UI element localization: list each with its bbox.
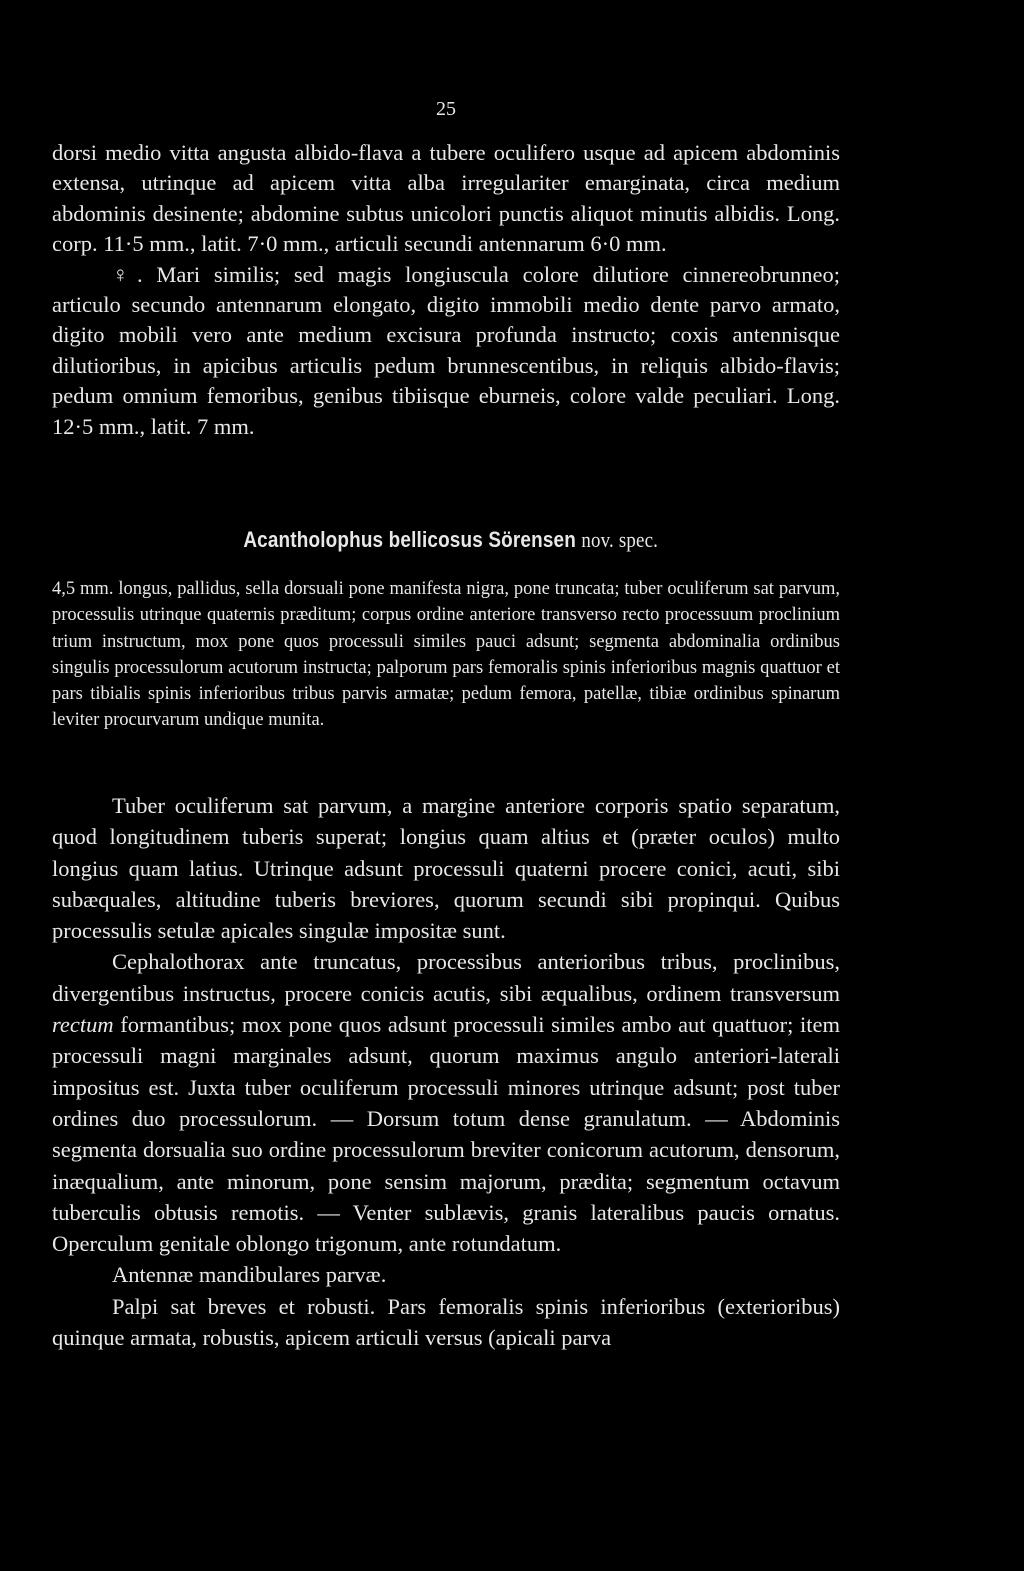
species-heading xyxy=(64,527,838,553)
cephalothorax-text-b: formantibus; mox pone quos adsunt processuli similes ambo aut quattuor; item processuli magni marginales adsunt, quorum maximus angulo anteriori-laterali impositus est. Juxta tuber oculiferum processuli minores utrinque adsunt; post tuber ordines duo processulorum. — Dorsum totum dense granulatum. — Abdominis segmenta dorsualia suo ordine processulorum breviter conicorum acutorum, densorum, inæqualium, ante minorum, pone sensim majorum, prædita; segmentum octavum tuberculis obtusis remotis. — Venter sublævis, granis lateralibus paucis ornatus. Operculum genitale oblongo trigonum, ante rotundatum. xyxy=(52,1012,840,1257)
cephalothorax-italic: rectum xyxy=(52,1012,114,1038)
tuber-paragraph: Tuber oculiferum sat parvum, a margine anteriore corporis spatio separatum, quod longitudinem tuberis superat; longius quam altius et (præter oculos) multo longius quam latius. Utrinque adsunt processuli quaterni procere conici, acuti, sibi subæquales, altitudine tuberis breviores, quorum secundi sibi propinqui. Quibus processulis setulæ apicales singulæ impositæ sunt. xyxy=(52,793,840,944)
diagnosis-block xyxy=(52,576,840,734)
diagnosis-paragraph: 4,5 mm. longus, pallidus, sella dorsuali pone manifesta nigra, pone truncata; tuber oculiferum sat parvum, processulis utrinque quaternis præditum; corpus ordine anteriore transverso recto processuum proclinium trium instructum, mox pone quos processuli similes pauci adsunt; segmenta abdominalia ordinibus singulis processulorum acutorum instructa; palporum pars femoralis spinis inferioribus magnis quattuor et pars tibialis spinis inferioribus tribus parvis armatæ; pedum femora, patellæ, tibiæ ordinibus spinarum leviter procurvarum undique munita. xyxy=(52,579,840,731)
cephalothorax-paragraph xyxy=(52,946,840,1259)
species-suffix: nov. spec. xyxy=(581,527,659,552)
antennae-paragraph: Antennæ mandibulares parvæ. xyxy=(112,1262,387,1288)
female-description-block xyxy=(52,138,840,442)
page-number: 25 xyxy=(436,98,456,120)
species-name: Acantholophus bellicosus Sörensen xyxy=(243,527,576,552)
female-paragraph: ♀. Mari similis; sed magis longiuscula colore dilutiore cinnereobrunneo; articulo secundo antennarum elongato, digito immobili medio dente parvo armato, digito mobili vero ante medium excisura profunda instructo; coxis antennisque dilutioribus, in apicibus articulis pedum brunnescentibus, in reliquis albido-flavis; pedum omnium femoribus, genibus tibiisque eburneis, colore valde peculiari. Long. 12·5 mm., latit. 7 mm. xyxy=(52,261,840,439)
description-block xyxy=(52,790,840,1353)
palpi-paragraph: Palpi sat breves et robusti. Pars femoralis spinis inferioribus (exterioribus) quinque armata, robustis, apicem articuli versus (apicali parva xyxy=(52,1293,840,1351)
continued-paragraph: dorsi medio vitta angusta albido-flava a tubere oculifero usque ad apicem abdominis extensa, utrinque ad apicem vitta alba irregulariter emarginata, circa medium abdominis desinente; abdomine subtus unicolori punctis aliquot minutis albidis. Long. corp. 11·5 mm., latit. 7·0 mm., articuli secundi antennarum 6·0 mm. xyxy=(52,140,840,257)
cephalothorax-text-a: Cephalothorax ante truncatus, processibus anterioribus tribus, proclinibus, divergentibus instructus, procere conicis acutis, sibi æqualibus, ordinem transversum xyxy=(52,949,840,1006)
